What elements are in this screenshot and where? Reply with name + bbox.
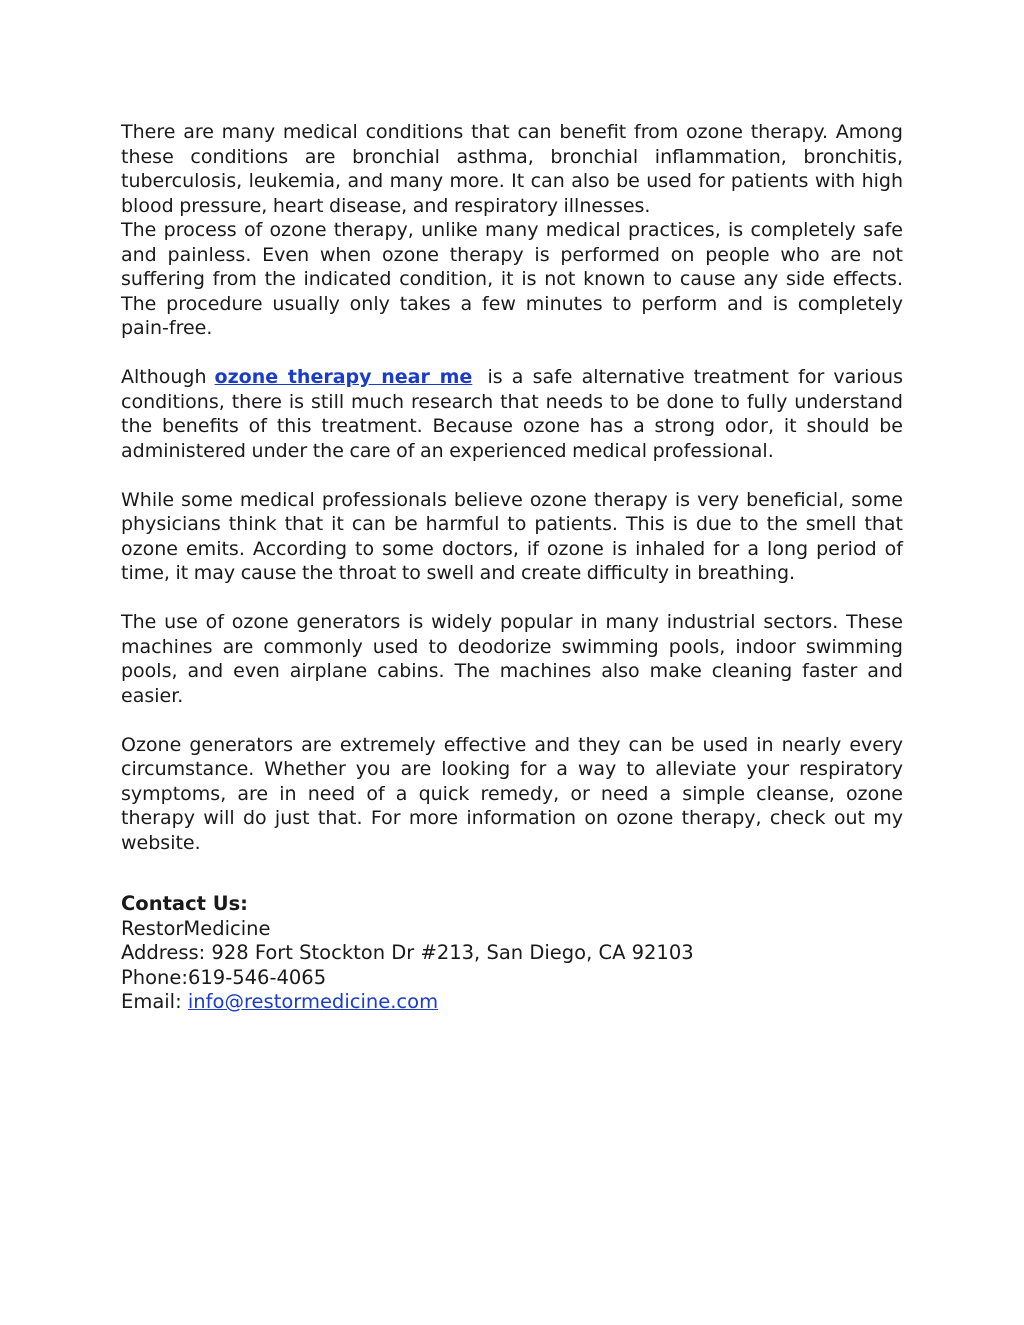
contact-phone: Phone:619-546-4065	[121, 965, 327, 989]
contact-title: Contact Us:	[121, 892, 248, 915]
contact-address: Address: 928 Fort Stockton Dr #213, San Diego, CA 92103	[121, 941, 694, 964]
contact-email-row	[121, 990, 903, 1015]
contact-email-link[interactable]: info@restormedicine.com	[187, 990, 439, 1013]
paragraph-research-body: is a safe alternative treatment for various conditions, there is still much research that needs to be done to fully understand the benefits of this treatment. Because ozone has a strong odor, it should be administered under the care of an experienced medical professional.	[121, 366, 903, 462]
contact-email-label: Email:	[121, 990, 188, 1013]
contact-block	[121, 892, 903, 1015]
contact-company: RestorMedicine	[121, 916, 271, 940]
paragraph-research-lead: Although	[121, 366, 207, 388]
document-page	[121, 120, 903, 1015]
paragraph-research	[121, 365, 903, 463]
paragraph-process: The process of ozone therapy, unlike many medical practices, is completely safe and painless. Even when ozone therapy is performed on people who are not suffering from the indicated condition, it is not known to cause any side effects. The procedure usually only takes a few minutes to perform and is completely pain-free.	[121, 219, 903, 339]
paragraph-effective: Ozone generators are extremely effective and they can be used in nearly every circumstance. Whether you are looking for a way to alleviate your respiratory symptoms, are in need of a quick remedy, or need a simple cleanse, ozone therapy will do just that. For more information on ozone therapy, check out my website.	[121, 733, 903, 854]
ozone-therapy-link[interactable]: ozone therapy near me	[214, 366, 473, 388]
paragraph-generators: The use of ozone generators is widely popular in many industrial sectors. These machines are commonly used to deodorize swimming pools, indoor swimming pools, and even airplane cabins. The machines also make cleaning faster and easier.	[121, 611, 903, 707]
paragraph-conditions: There are many medical conditions that can benefit from ozone therapy. Among these conditions are bronchial asthma, bronchial inflammation, bronchitis, tuberculosis, leukemia, and many more. It can also be used for patients with high blood pressure, heart disease, and respiratory illnesses.	[121, 121, 903, 217]
paragraph-opinions: While some medical professionals believe ozone therapy is very beneficial, some physicians think that it can be harmful to patients. This is due to the smell that ozone emits. According to some doctors, if ozone is inhaled for a long period of time, it may cause the throat to swell and create difficulty in breathing.	[121, 488, 903, 584]
